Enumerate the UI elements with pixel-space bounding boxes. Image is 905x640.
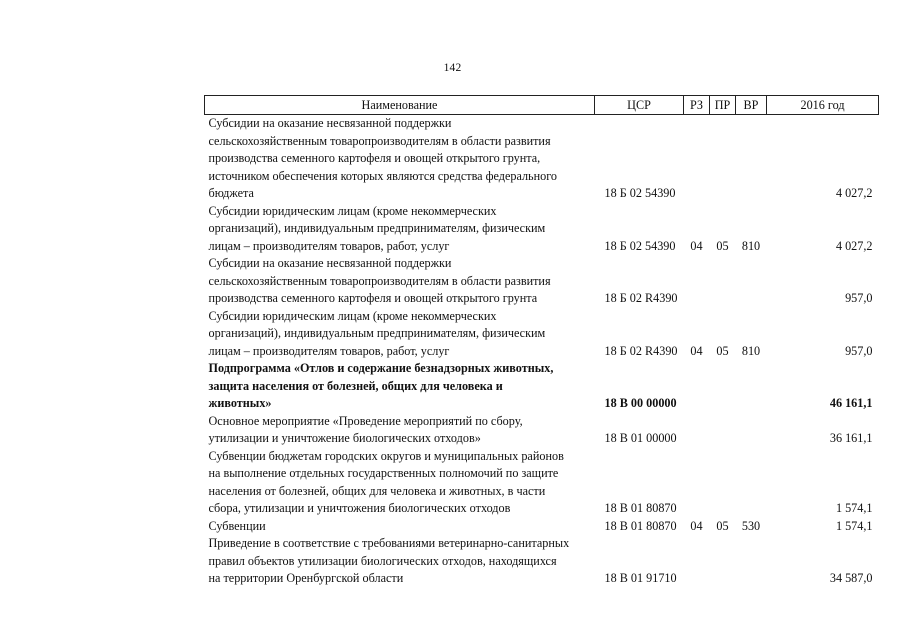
page-number: 142: [443, 62, 462, 74]
row-csr: 18 Б 02 54390: [604, 186, 676, 200]
row-name: Субсидии на оказание несвязанной поддержки сельскохозяйственным товаропроизводителям в области развития производства семенного картофеля и овощей открытого грунта, источником обеспечения которых являются средства федерального бюджета: [208, 116, 558, 200]
row-rz: [684, 115, 710, 203]
row-vr: [736, 413, 767, 448]
row-pr: 05: [716, 518, 729, 533]
row-csr: 18 Б 02 54390: [604, 238, 676, 253]
row-pr: [710, 535, 736, 588]
table-row: [205, 255, 879, 308]
row-name: Субсидии юридическим лицам (кроме некоммерческих организаций), индивидуальным предпринимателям, физическим лицам – производителям товаров, работ, услуг: [208, 308, 546, 358]
row-name: Приведение в соответствие с требованиями ветеринарно-санитарных правил объектов утилизации биологических отходов, находящихся на территории Оренбургской области: [208, 536, 570, 585]
table-row: [205, 360, 879, 413]
row-vr: 530: [741, 518, 761, 533]
row-name: Субвенции: [208, 518, 266, 533]
row-csr: 18 В 01 80870: [604, 501, 677, 515]
row-amount: 46 161,1: [829, 396, 873, 410]
row-amount: 34 587,0: [829, 571, 873, 585]
row-vr: 810: [741, 238, 761, 253]
header-csr: ЦСР: [595, 96, 684, 115]
row-rz: [684, 448, 710, 518]
header-year: 2016 год: [767, 96, 879, 115]
row-pr: [710, 255, 736, 308]
table-row: [205, 308, 879, 361]
row-rz: [684, 360, 710, 413]
row-name: Субвенции бюджетам городских округов и муниципальных районов на выполнение отдельных государственных полномочий по защите населения от болезней, общих для человека и животных, в части сбора, утилизации и уничтожения биологических отходов: [208, 448, 564, 515]
row-csr: 18 В 01 80870: [604, 518, 677, 533]
row-name: Подпрограмма «Отлов и содержание безнадзорных животных, защита населения от болезней, общих для человека и животных»: [208, 361, 554, 410]
row-amount: 1 574,1: [835, 518, 873, 533]
row-rz: [684, 255, 710, 308]
header-vr: ВР: [736, 96, 767, 115]
row-name: Основное мероприятие «Проведение мероприятий по сбору, утилизации и уничтожение биологических отходов»: [208, 413, 523, 445]
table-row: [205, 448, 879, 518]
row-pr: [710, 413, 736, 448]
row-amount: 957,0: [845, 291, 873, 305]
table-row: [205, 413, 879, 448]
table-row: [205, 518, 879, 536]
row-csr: 18 В 01 91710: [604, 571, 677, 585]
row-pr: [710, 448, 736, 518]
row-vr: [736, 255, 767, 308]
row-amount: 4 027,2: [835, 238, 873, 253]
row-rz: 04: [690, 518, 703, 533]
row-amount: 4 027,2: [835, 186, 873, 200]
row-pr: 05: [716, 343, 729, 358]
table-body: [205, 115, 879, 588]
row-csr: 18 В 01 00000: [604, 431, 677, 445]
table-row: [205, 203, 879, 256]
row-vr: [736, 448, 767, 518]
row-pr: [710, 360, 736, 413]
budget-table: [204, 95, 879, 588]
row-vr: [736, 115, 767, 203]
header-rz: РЗ: [684, 96, 710, 115]
row-csr: 18 Б 02 R4390: [604, 343, 678, 358]
row-csr: 18 Б 02 R4390: [604, 291, 678, 305]
row-name: Субсидии на оказание несвязанной поддержки сельскохозяйственным товаропроизводителям в области развития производства семенного картофеля и овощей открытого грунта: [208, 256, 551, 305]
header-pr: ПР: [710, 96, 736, 115]
header-name: Наименование: [205, 96, 595, 115]
table-row: [205, 115, 879, 203]
row-rz: [684, 535, 710, 588]
row-vr: 810: [741, 343, 761, 358]
row-name: Субсидии юридическим лицам (кроме некоммерческих организаций), индивидуальным предпринимателям, физическим лицам – производителям товаров, работ, услуг: [208, 203, 546, 253]
table-row: [205, 535, 879, 588]
row-pr: 05: [716, 238, 729, 253]
row-amount: 36 161,1: [829, 431, 873, 445]
row-pr: [710, 115, 736, 203]
row-amount: 957,0: [845, 343, 873, 358]
row-rz: 04: [690, 343, 703, 358]
row-amount: 1 574,1: [835, 501, 873, 515]
row-vr: [736, 535, 767, 588]
row-rz: [684, 413, 710, 448]
row-csr: 18 В 00 00000: [604, 396, 677, 410]
row-rz: 04: [690, 238, 703, 253]
row-vr: [736, 360, 767, 413]
table-header-row: [205, 96, 879, 115]
